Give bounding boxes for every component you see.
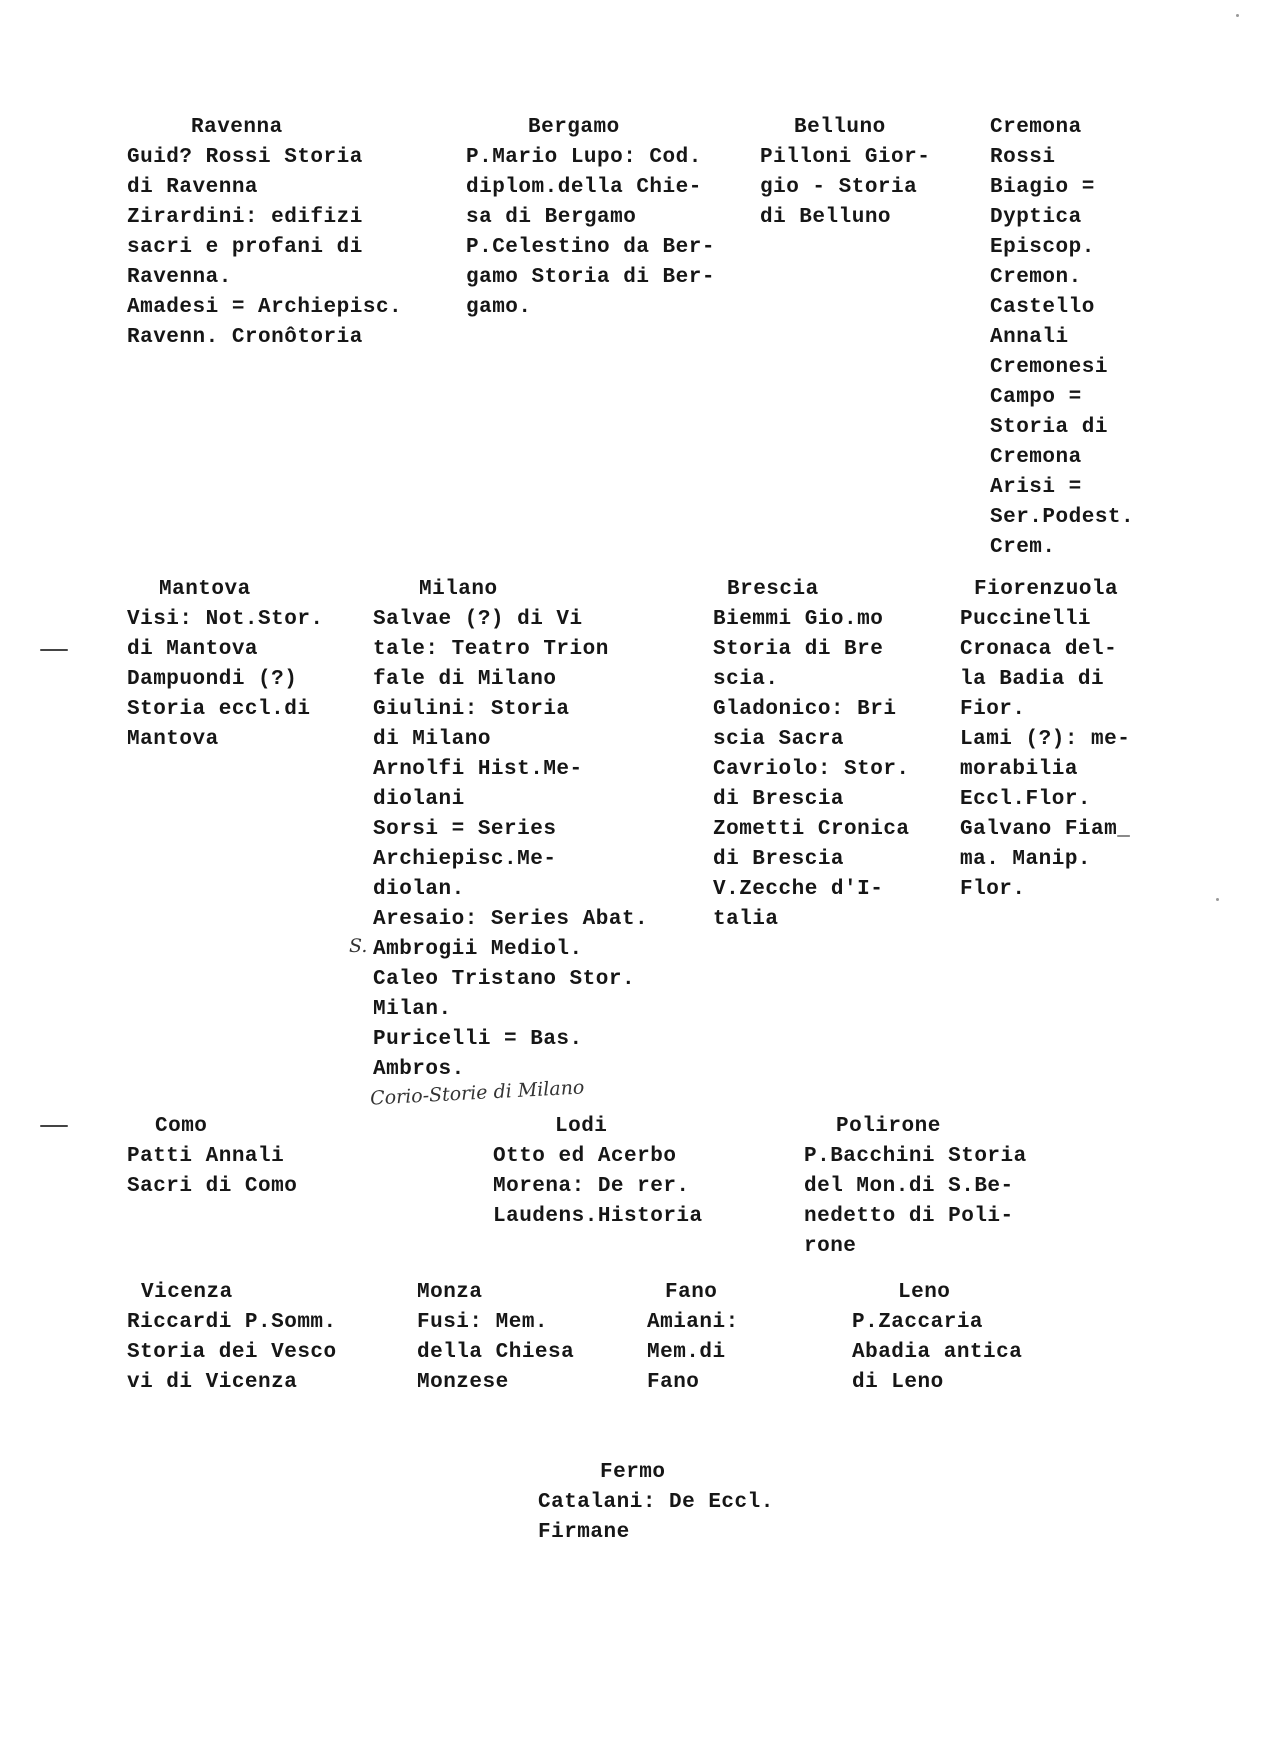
bib-line: Archiepisc.Me- (373, 848, 557, 871)
block-lodi (493, 1112, 703, 1232)
bib-line: Guid? Rossi Storia (127, 146, 363, 169)
block-belluno (760, 113, 930, 233)
city-heading: Fermo (600, 1461, 666, 1484)
bib-line: di Belluno (760, 206, 892, 229)
city-heading: Belluno (794, 116, 886, 139)
bib-line: Sacri di Como (127, 1175, 298, 1198)
bib-line: Amadesi = Archiepisc. (127, 296, 403, 319)
bib-line: P.Celestino da Ber- (466, 236, 715, 259)
bib-line: Monzese (417, 1371, 509, 1394)
bib-line: Riccardi P.Somm. (127, 1311, 337, 1334)
bib-line: Giulini: Storia (373, 698, 570, 721)
bib-line: Aresaio: Series Abat. (373, 908, 649, 931)
bib-line: Caleo Tristano Stor. (373, 968, 636, 991)
bib-line: Eccl.Flor. (960, 788, 1092, 811)
bib-line: P.Zaccaria (852, 1311, 984, 1334)
bib-line: Cavriolo: Stor. (713, 758, 910, 781)
block-monza (417, 1278, 574, 1398)
city-heading: Cremona (990, 116, 1082, 139)
bib-line: tale: Teatro Trion (373, 638, 609, 661)
bib-line: Arisi = (990, 476, 1082, 499)
handwritten-s-prefix: S. (349, 935, 368, 957)
bib-line: Flor. (960, 878, 1026, 901)
bib-line: di Mantova (127, 638, 259, 661)
bib-line: Catalani: De Eccl. (538, 1491, 774, 1514)
bib-line: morabilia (960, 758, 1078, 781)
bib-line: Mem.di (647, 1341, 726, 1364)
bib-line: della Chiesa (417, 1341, 575, 1364)
bib-line: rone (804, 1235, 857, 1258)
city-heading: Fano (665, 1281, 718, 1304)
city-heading: Fiorenzuola (974, 578, 1119, 601)
bib-line: Puccinelli (960, 608, 1092, 631)
bib-line: diolan. (373, 878, 465, 901)
city-heading: Lodi (555, 1115, 608, 1138)
bib-line: di Brescia (713, 788, 845, 811)
block-polirone (804, 1112, 1027, 1262)
bib-line: ma. Manip. (960, 848, 1092, 871)
bib-line: Galvano Fiam_ (960, 818, 1131, 841)
bib-line: sa di Bergamo (466, 206, 637, 229)
bib-line: Storia eccl.di (127, 698, 311, 721)
city-heading: Ravenna (191, 116, 283, 139)
bib-line: P.Mario Lupo: Cod. (466, 146, 702, 169)
city-heading: Como (155, 1115, 208, 1138)
handwritten-milano-note: Corio-Storie di Milano (369, 1076, 585, 1110)
bib-line: del Mon.di S.Be- (804, 1175, 1014, 1198)
bib-line: Gladonico: Bri (713, 698, 897, 721)
bib-line: V.Zecche d'I- (713, 878, 884, 901)
city-heading: Bergamo (528, 116, 620, 139)
city-heading: Milano (419, 578, 498, 601)
city-heading: Polirone (836, 1115, 941, 1138)
bib-line: sacri e profani di (127, 236, 363, 259)
bib-line: Storia dei Vesco (127, 1341, 337, 1364)
block-fermo (538, 1458, 774, 1548)
bib-line: Cremonesi (990, 356, 1108, 379)
city-heading: Vicenza (141, 1281, 233, 1304)
bib-line: Patti Annali (127, 1145, 285, 1168)
scan-speck (1216, 898, 1219, 901)
bib-line: Otto ed Acerbo (493, 1145, 677, 1168)
bib-line: Mantova (127, 728, 219, 751)
bib-line: Fior. (960, 698, 1026, 721)
bib-line: scia Sacra (713, 728, 845, 751)
bib-line: Arnolfi Hist.Me- (373, 758, 583, 781)
scan-speck (1236, 14, 1239, 17)
bib-line: di Brescia (713, 848, 845, 871)
city-heading: Mantova (159, 578, 251, 601)
bib-line: gamo Storia di Ber- (466, 266, 715, 289)
bib-line: gamo. (466, 296, 532, 319)
bib-line: Salvae (?) di Vi (373, 608, 583, 631)
bib-line: Amiani: (647, 1311, 739, 1334)
bib-line: Cremon. (990, 266, 1082, 289)
city-heading: Brescia (727, 578, 819, 601)
bib-line: Morena: De rer. (493, 1175, 690, 1198)
block-brescia (713, 575, 910, 935)
block-milano (373, 575, 648, 1085)
bib-line: Dampuondi (?) (127, 668, 298, 691)
bib-line: Ravenn. Cronôtoria (127, 326, 363, 349)
bib-line: scia. (713, 668, 779, 691)
bib-line: di Milano (373, 728, 491, 751)
margin-mark (40, 649, 68, 651)
bib-line: Zometti Cronica (713, 818, 910, 841)
bib-line: Annali (990, 326, 1069, 349)
bib-line: Zirardini: edifizi (127, 206, 363, 229)
bib-line: di Leno (852, 1371, 944, 1394)
block-fano (647, 1278, 739, 1398)
block-bergamo (466, 113, 715, 323)
bib-line: Visi: Not.Stor. (127, 608, 324, 631)
bib-line: diolani (373, 788, 465, 811)
bib-line: Storia di Bre (713, 638, 884, 661)
block-leno (852, 1278, 1022, 1398)
bib-line: Abadia antica (852, 1341, 1023, 1364)
block-fiorenzuola (960, 575, 1130, 905)
bib-line: Episcop. (990, 236, 1095, 259)
bib-line: Ravenna. (127, 266, 232, 289)
block-cremona (990, 113, 1134, 563)
city-heading: Leno (898, 1281, 951, 1304)
bib-line: Castello (990, 296, 1095, 319)
bib-line: vi di Vicenza (127, 1371, 298, 1394)
bib-line: Rossi (990, 146, 1056, 169)
bib-line: talia (713, 908, 779, 931)
bib-line: Fusi: Mem. (417, 1311, 549, 1334)
bib-line: la Badia di (960, 668, 1105, 691)
bib-line: Lami (?): me- (960, 728, 1131, 751)
bib-line: Campo = (990, 386, 1082, 409)
bib-line: Biagio = (990, 176, 1095, 199)
bib-line: Biemmi Gio.mo (713, 608, 884, 631)
bib-line: Fano (647, 1371, 700, 1394)
margin-mark (40, 1125, 68, 1127)
bib-line: Laudens.Historia (493, 1205, 703, 1228)
bib-line: diplom.della Chie- (466, 176, 702, 199)
bib-line: Storia di (990, 416, 1108, 439)
bib-line: P.Bacchini Storia (804, 1145, 1027, 1168)
bib-line: Sorsi = Series (373, 818, 557, 841)
bib-line: Milan. (373, 998, 452, 1021)
bib-line: Dyptica (990, 206, 1082, 229)
block-vicenza (127, 1278, 337, 1398)
bib-line: Firmane (538, 1521, 630, 1544)
block-ravenna (127, 113, 402, 353)
block-como (127, 1112, 297, 1202)
bib-line: gio - Storia (760, 176, 918, 199)
bib-line: Puricelli = Bas. (373, 1028, 583, 1051)
block-mantova (127, 575, 324, 755)
bib-line: Crem. (990, 536, 1056, 559)
bib-line: Ser.Podest. (990, 506, 1135, 529)
bib-line: Cronaca del- (960, 638, 1118, 661)
bib-line: Pilloni Gior- (760, 146, 931, 169)
bib-line: Cremona (990, 446, 1082, 469)
bib-line: fale di Milano (373, 668, 557, 691)
bib-line: nedetto di Poli- (804, 1205, 1014, 1228)
bib-line: Ambrogii Mediol. (373, 938, 583, 961)
city-heading: Monza (417, 1281, 483, 1304)
bib-line: di Ravenna (127, 176, 259, 199)
bib-line: Ambros. (373, 1058, 465, 1081)
